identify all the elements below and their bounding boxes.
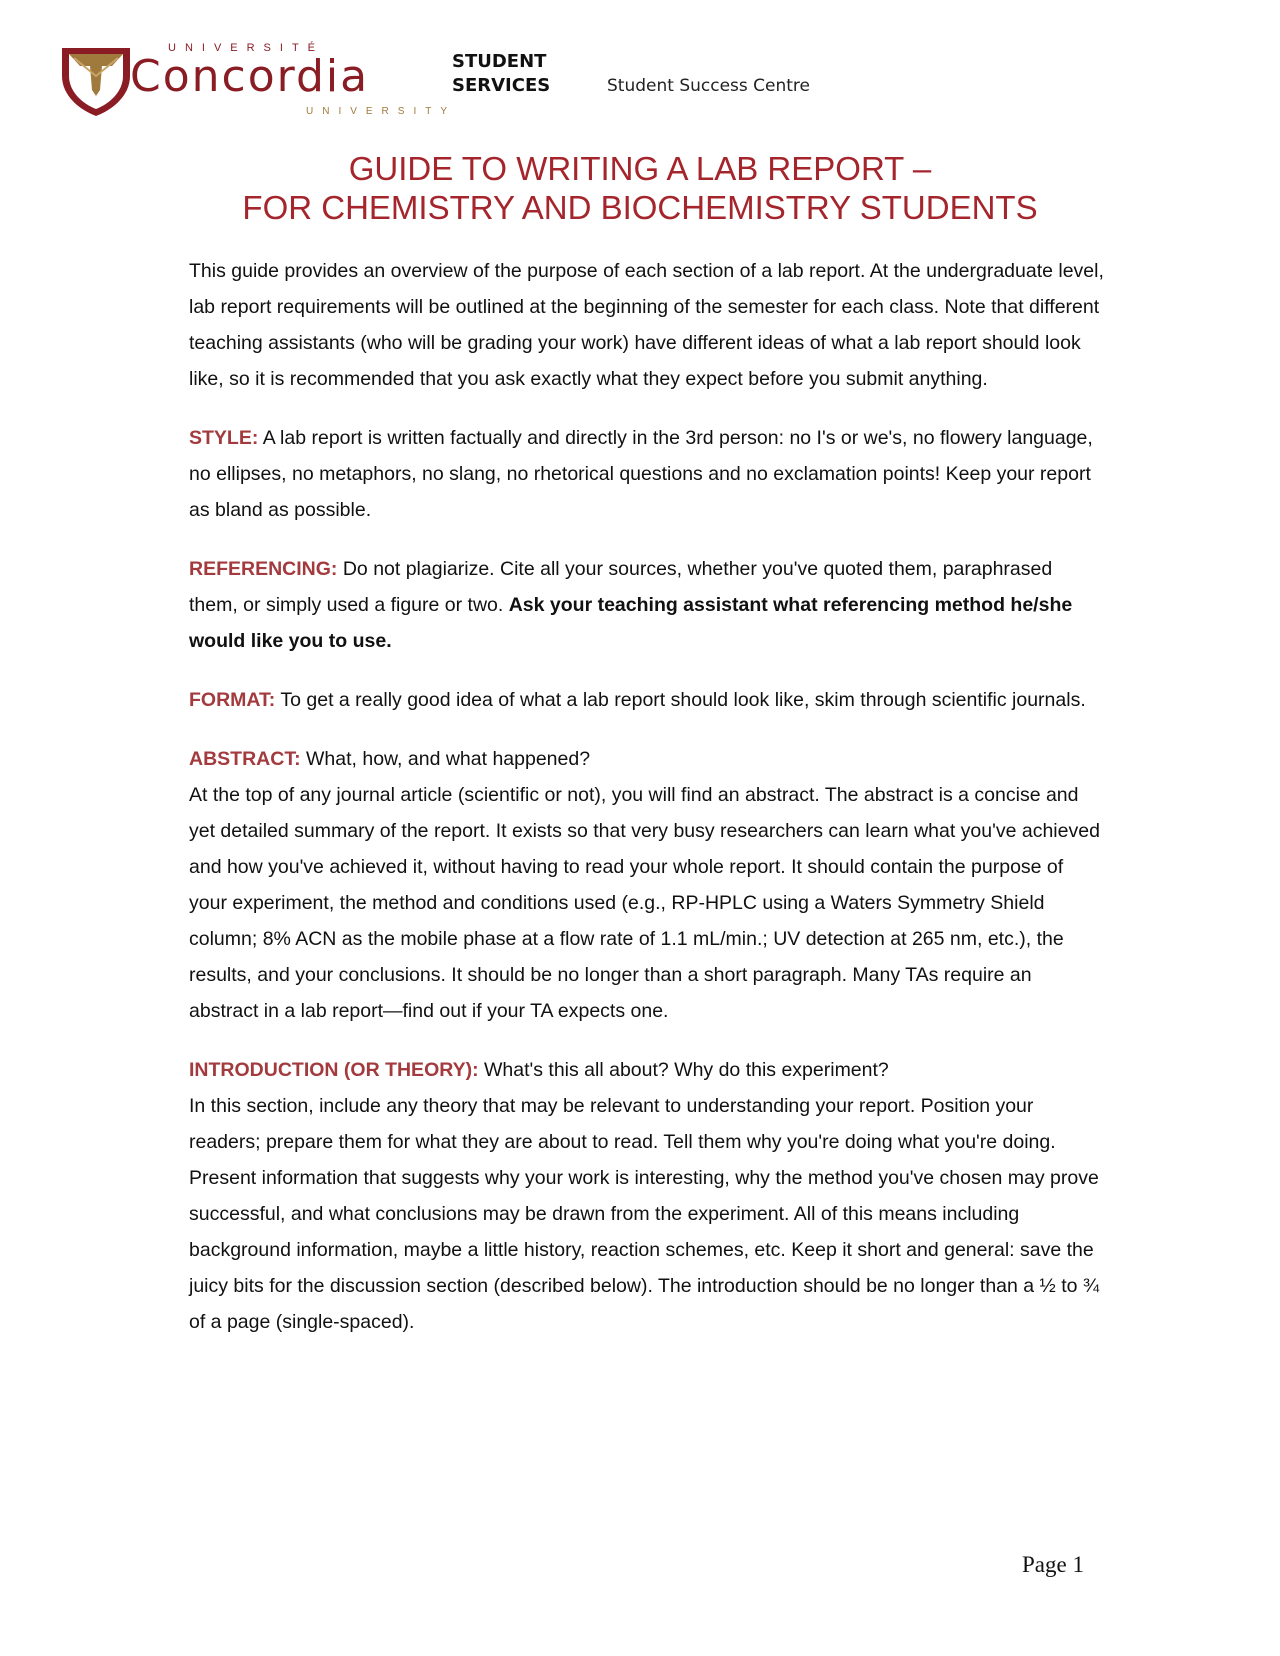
referencing-label: REFERENCING:	[189, 558, 338, 580]
document-body	[189, 253, 1104, 1363]
style-text: A lab report is written factually and directly in the 3rd person: no I's or we's, no flowery language, no ellipses, no metaphors, no slang, no rhetorical questions and no exclamation points! Keep your report as bland as possible.	[189, 427, 1093, 521]
referencing-bold-text: Ask your teaching assistant what referencing method he/she would like you to use.	[189, 594, 1073, 652]
student-services-label: STUDENT SERVICES	[452, 51, 551, 96]
concordia-logo	[60, 38, 457, 120]
format-label: FORMAT:	[189, 689, 276, 711]
logo-name: Concordia	[130, 51, 370, 102]
intro-paragraph: This guide provides an overview of the purpose of each section of a lab report. At the undergraduate level, lab report requirements will be outlined at the beginning of the semester for each class. Note that different teaching assistants (who will be grading your work) have different ideas of what a lab report should look like, so it is recommended that you ask exactly what they expect before you submit anything.	[189, 260, 1104, 390]
logo-top-text: UNIVERSITÉ	[168, 42, 325, 54]
introduction-question: What's this all about? Why do this experiment?	[484, 1059, 889, 1081]
introduction-label: INTRODUCTION (OR THEORY):	[189, 1059, 479, 1081]
student-success-centre-label: Student Success Centre	[607, 76, 811, 96]
referencing-text: Do not plagiarize. Cite all your sources, whether you've quoted them, paraphrased them, or simply used a figure or two.	[189, 558, 1053, 616]
introduction-section	[189, 1052, 1104, 1340]
logo-bottom-text: UNIVERSITY	[306, 106, 457, 117]
abstract-question: What, how, and what happened?	[306, 748, 591, 770]
style-label: STYLE:	[189, 427, 259, 449]
format-text: To get a really good idea of what a lab report should look like, skim through scientific journals.	[280, 689, 1086, 711]
style-section	[189, 420, 1104, 528]
document-title-line-1: GUIDE TO WRITING A LAB REPORT –	[348, 150, 932, 187]
abstract-label: ABSTRACT:	[189, 748, 301, 770]
format-section	[189, 682, 1104, 718]
document-title-line-2: FOR CHEMISTRY AND BIOCHEMISTRY STUDENTS	[242, 189, 1038, 226]
referencing-section	[189, 551, 1104, 659]
concordia-crest-icon	[60, 42, 132, 118]
page-number: Page 1	[1022, 1552, 1084, 1577]
abstract-text: At the top of any journal article (scientific or not), you will find an abstract. The abstract is a concise and yet detailed summary of the report. It exists so that very busy researchers can learn what you've achieved and how you've achieved it, without having to read your whole report. It should contain the purpose of your experiment, the method and conditions used (e.g., RP-HPLC using a Waters Symmetry Shield column; 8% ACN as the mobile phase at a flow rate of 1.1 mL/min.; UV detection at 265 nm, etc.), the results, and your conclusions. It should be no longer than a short paragraph. Many TAs require an abstract in a lab report—find out if your TA expects one.	[189, 784, 1100, 1022]
introduction-text: In this section, include any theory that may be relevant to understanding your report. Position your readers; prepare them for what they are about to read. Tell them why you're doing what you're doing. Present information that suggests why your work is interesting, why the method you've chosen may prove successful, and what conclusions may be drawn from the experiment. All of this means including background information, maybe a little history, reaction schemes, etc. Keep it short and general: save the juicy bits for the discussion section (described below). The introduction should be no longer than a ½ to ¾ of a page (single-spaced).	[189, 1095, 1100, 1333]
abstract-section	[189, 741, 1104, 1029]
